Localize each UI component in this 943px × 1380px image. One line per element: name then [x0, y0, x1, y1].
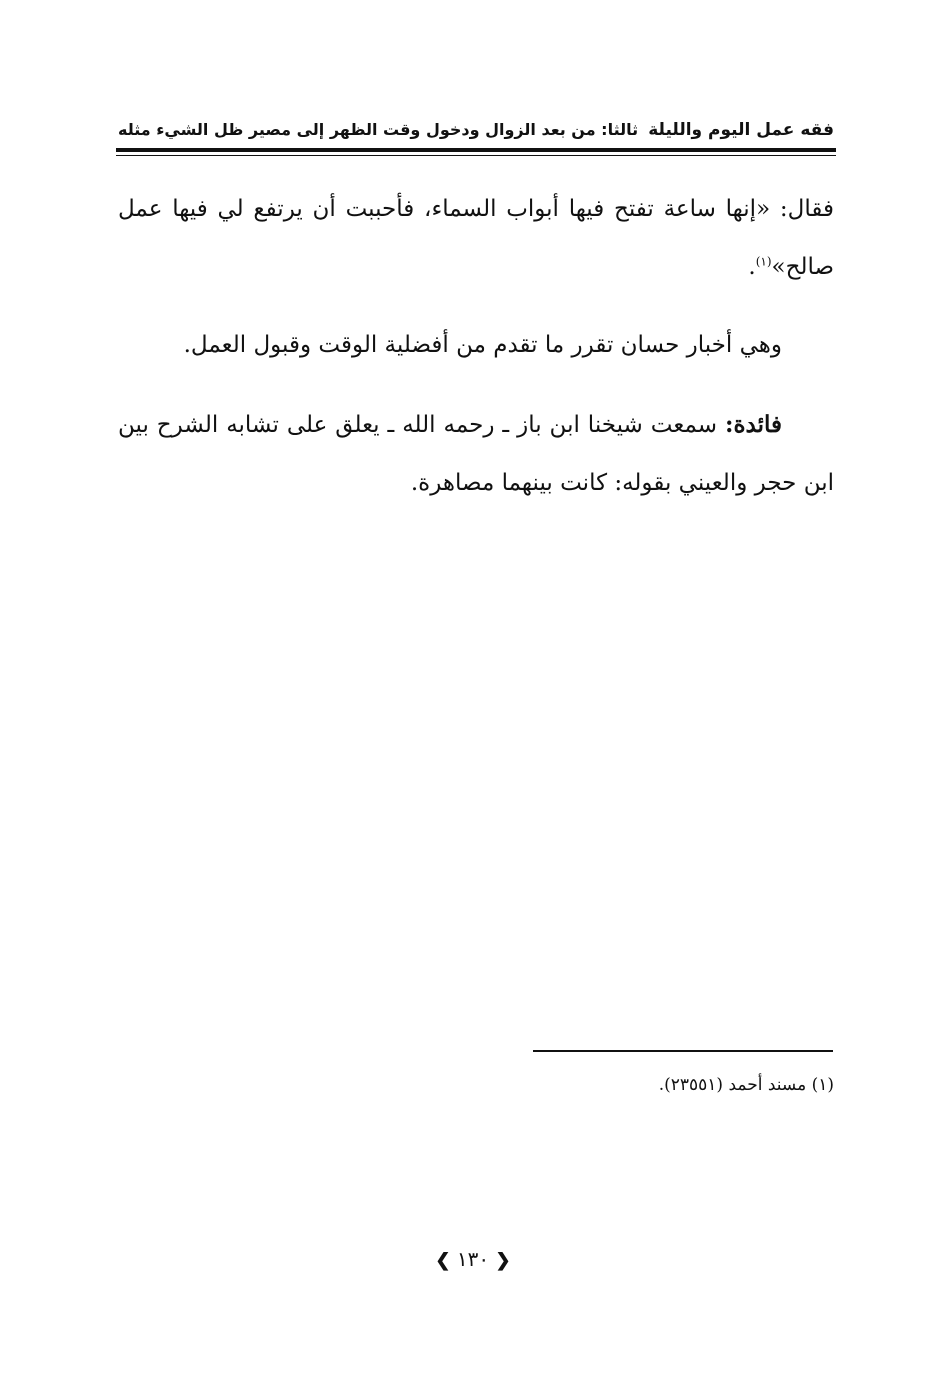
paragraph — [118, 316, 834, 374]
footnote-number: (١) — [811, 1075, 834, 1095]
page-number-value: ١٣٠ — [456, 1247, 490, 1271]
paragraph-end-mark: . — [748, 254, 756, 280]
paragraph-text: سمعت شيخنا ابن باز ـ رحمه الله ـ يعلق على تشابه الشرح بين ابن حجر والعيني بقوله: كانت بينهما مصاهرة. — [118, 412, 834, 496]
paragraph-text: وهي أخبار حسان تقرر ما تقدم من أفضلية الوقت وقبول العمل. — [183, 332, 782, 358]
paragraph — [118, 396, 834, 512]
running-header — [118, 116, 834, 146]
footnote-text: مسند أحمد (٢٣٥٥١). — [658, 1075, 807, 1095]
footnote-separator — [533, 1050, 833, 1052]
footnote-reference: (١) — [755, 254, 772, 269]
chapter-title: ثالثا: من بعد الزوال ودخول وقت الظهر إلى مصير ظل الشيء مثله — [118, 120, 639, 139]
footnote — [118, 1070, 834, 1100]
page-number — [421, 1244, 525, 1274]
paragraph-text: فقال: «إنها ساعة تفتح فيها أبواب السماء، فأحببت أن يرتفع لي فيها عمل صالح» — [118, 196, 834, 280]
paragraph — [118, 180, 834, 296]
main-text — [118, 180, 834, 512]
book-title: فقه عمل اليوم والليلة — [648, 120, 834, 140]
left-ornament-icon: ❮ — [435, 1250, 451, 1271]
right-ornament-icon: ❯ — [495, 1250, 511, 1271]
benefit-label: فائدة: — [724, 411, 782, 438]
header-rule — [116, 148, 836, 152]
header-rule-secondary — [116, 155, 836, 156]
